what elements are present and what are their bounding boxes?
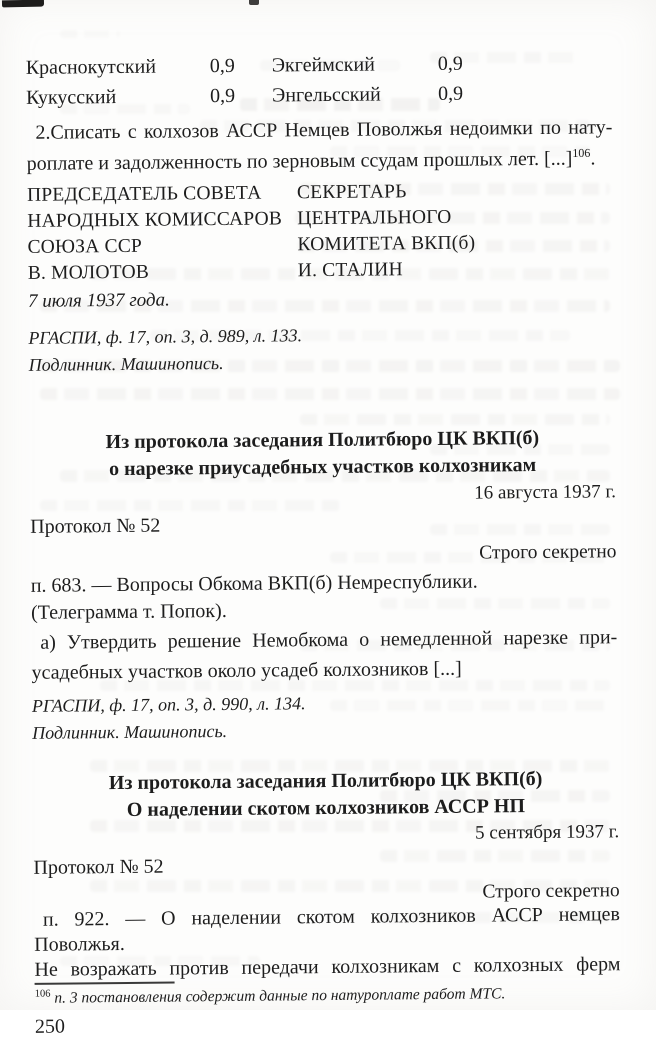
document-title: Из протокола заседания Политбюро ЦК ВКП(б) о нарезке приусадебных участков колхозникам bbox=[105, 426, 540, 481]
rate-table bbox=[26, 47, 613, 113]
signature-block bbox=[27, 177, 614, 287]
signature-left: ПРЕДСЕДАТЕЛЬ СОВЕТА НАРОДНЫХ КОМИССАРОВ СОЮЗА ССР В. МОЛОТОВ bbox=[26, 182, 283, 284]
archive-reference: РГАСПИ, ф. 17, оп. 3, д. 990, л. 134. Подлинник. Машинопись. bbox=[31, 693, 306, 743]
document-date: 5 сентября 1937 г. bbox=[474, 821, 620, 844]
decree-paragraph bbox=[26, 112, 613, 180]
district-value: 0,9 bbox=[209, 84, 236, 108]
table-row bbox=[26, 77, 612, 113]
body-text: п. 922. — О наделении скотом колхозников АССР немцев Поволжья. Не возражать против передачи колхозникам с колхозных ферм bbox=[34, 903, 621, 981]
protocol-number: Протокол № 52 bbox=[33, 855, 164, 879]
document-title: Из протокола заседания Политбюро ЦК ВКП(б) О наделении скотом колхозников АССР НП bbox=[108, 767, 543, 821]
decree-line: роплате и задолженность по зерновым ссудам прошлых лет. [...]$^{106}$. bbox=[26, 145, 596, 175]
classification-stamp: Строго секретно bbox=[479, 541, 617, 564]
footnote-ref: 106 bbox=[572, 145, 591, 160]
district-value: 0,9 bbox=[437, 52, 463, 75]
resolution-text: а) Утвердить решение Немобкома о немедленной нарезке при- усадебных участков около усадеб колхозников [...] bbox=[31, 626, 618, 684]
signature-right: СЕКРЕТАРЬ ЦЕНТРАЛЬНОГО КОМИТЕТА ВКП(б) И. СТАЛИН bbox=[296, 181, 476, 282]
date-line: 7 июля 1937 года. bbox=[27, 289, 170, 312]
district-name: Краснокутский bbox=[25, 55, 157, 79]
page-number: 250 bbox=[34, 1015, 66, 1038]
district-name: Кукусский bbox=[25, 86, 117, 109]
decree-line: 2.Списать с колхозов АССР Немцев Поволжья недоимки по нату- bbox=[35, 116, 613, 144]
document-date: 16 августа 1937 г. bbox=[474, 481, 616, 504]
classification-stamp: Строго секретно bbox=[482, 880, 620, 903]
footnote-text: п. 3 постановления содержит данные по натуроплате работ МТС. bbox=[54, 985, 506, 1007]
district-name: Энгельсский bbox=[271, 83, 381, 107]
ink-smudge bbox=[249, 0, 259, 5]
district-name: Экгеймский bbox=[271, 53, 375, 77]
district-value: 0,9 bbox=[209, 54, 235, 78]
protocol-number: Протокол № 52 bbox=[30, 514, 161, 538]
ink-smudge bbox=[2, 0, 44, 7]
archive-reference: РГАСПИ, ф. 17, оп. 3, д. 989, л. 133. Подлинник. Машинопись. bbox=[28, 325, 303, 375]
item-heading: п. 683. — Вопросы Обкома ВКП(б) Немреспублики. (Телеграмма т. Попок). bbox=[30, 570, 478, 624]
footnote-marker: 106 bbox=[34, 988, 51, 1000]
district-value: 0,9 bbox=[437, 82, 464, 105]
footnote bbox=[35, 983, 621, 1009]
